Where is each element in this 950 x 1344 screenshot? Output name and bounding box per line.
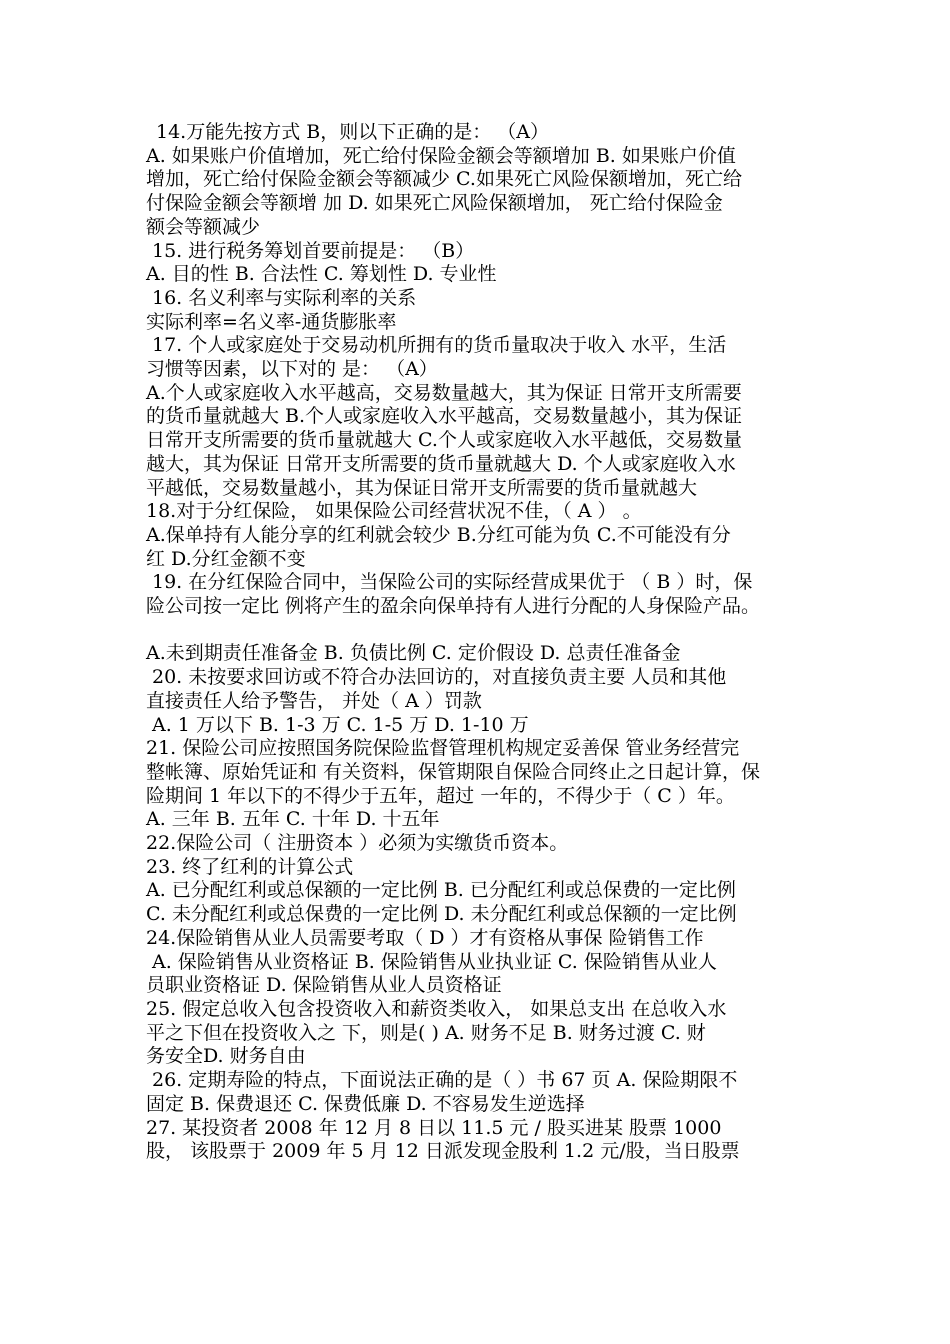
text-line: 实际利率=名义率-通货膨胀率 <box>146 310 397 333</box>
text-line-q23: 23. 终了红利的计算公式 <box>146 855 354 878</box>
text-line-q24: 24.保险销售从业人员需要考取（ D ）才有资格从事保 险销售工作 <box>146 926 704 949</box>
text-line-q16: 16. 名义利率与实际利率的关系 <box>152 286 417 309</box>
text-line: 红 D.分红金额不变 <box>146 547 306 570</box>
text-line: 平越低，交易数量越小，其为保证日常开支所需要的货币量就越大 <box>146 476 698 499</box>
text-line: A. 目的性 B. 合法性 C. 筹划性 D. 专业性 <box>146 263 497 286</box>
text-line-q15: 15. 进行税务筹划首要前提是： （B） <box>152 239 475 262</box>
text-line-q17: 17. 个人或家庭处于交易动机所拥有的货币量取决于收入 水平，生活 <box>152 334 727 357</box>
text-line: 直接责任人给予警告， 并处（ A ）罚款 <box>146 689 482 712</box>
text-line-q26: 26. 定期寿险的特点，下面说法正确的是（ ）书 67 页 A. 保险期限不 <box>152 1069 738 1092</box>
text-line-q27: 27. 某投资者 2008 年 12 月 8 日以 11.5 元 / 股买进某 股票 1000 <box>146 1116 722 1139</box>
text-line: A. 如果账户价值增加，死亡给付保险金额会等额增加 B. 如果账户价值 <box>146 144 736 167</box>
text-line: 务安全D. 财务自由 <box>146 1045 306 1068</box>
text-line: C. 未分配红利或总保费的一定比例 D. 未分配红利或总保额的一定比例 <box>146 903 737 926</box>
text-line: A. 保险销售从业资格证 B. 保险销售从业执业证 C. 保险销售从业人 <box>152 950 717 973</box>
text-line: 固定 B. 保费退还 C. 保费低廉 D. 不容易发生逆选择 <box>146 1092 585 1115</box>
text-line: 险期间 1 年以下的不得少于五年，超过 一年的，不得少于（ C ）年。 <box>146 784 735 807</box>
text-line: A.个人或家庭收入水平越高，交易数量越大，其为保证 日常开支所需要 <box>146 381 742 404</box>
text-line: 的货币量就越大 B.个人或家庭收入水平越高，交易数量越小，其为保证 <box>146 405 743 428</box>
text-line-q25: 25. 假定总收入包含投资收入和薪资类收入， 如果总支出 在总收入水 <box>146 998 727 1020</box>
blank-line <box>146 619 852 643</box>
text-line: A. 已分配红利或总保额的一定比例 B. 已分配红利或总保费的一定比例 <box>146 879 736 902</box>
text-line: 付保险金额会等额增 加 D. 如果死亡风险保额增加， 死亡给付保险金 <box>146 192 723 215</box>
text-line: 整帐簿、原始凭证和 有关资料，保管期限自保险合同终止之日起计算，保 <box>146 760 761 783</box>
text-line-q20: 20. 未按要求回访或不符合办法回访的，对直接负责主要 人员和其他 <box>152 666 727 689</box>
text-line: A.保单持有人能分享的红利就会较少 B.分红可能为负 C.不可能没有分 <box>146 523 731 546</box>
text-line-q14: 14.万能先按方式 B，则以下正确的是： （A） <box>156 121 549 143</box>
text-line: 增加，死亡给付保险金额会等额减少 C.如果死亡风险保额增加，死亡给 <box>146 168 742 191</box>
text-line: 平之下但在投资收入之 下，则是( ) A. 财务不足 B. 财务过渡 C. 财 <box>146 1021 706 1044</box>
text-line: 股， 该股票于 2009 年 5 月 12 日派发现金股利 1.2 元/股，当日股票 <box>146 1140 740 1163</box>
text-line-q18: 18.对于分红保险， 如果保险公司经营状况不佳，（ A ） 。 <box>146 500 642 523</box>
text-line: A. 三年 B. 五年 C. 十年 D. 十五年 <box>146 808 440 831</box>
text-line: 习惯等因素，以下对的 是： （A） <box>146 358 438 381</box>
text-line: 险公司按一定比 例将产生的盈余向保单持有人进行分配的人身保险产品。 <box>146 595 761 618</box>
text-line: 额会等额减少 <box>146 215 261 238</box>
text-line: 越大，其为保证 日常开支所需要的货币量就越大 D. 个人或家庭收入水 <box>146 452 736 475</box>
text-line-q21: 21. 保险公司应按照国务院保险监督管理机构规定妥善保 管业务经营完 <box>146 737 740 760</box>
text-line-q22: 22.保险公司（ 注册资本 ）必须为实缴货币资本。 <box>146 832 569 855</box>
text-line: 员职业资格证 D. 保险销售从业人员资格证 <box>146 974 502 997</box>
text-line-q19: 19. 在分红保险合同中，当保险公司的实际经营成果优于 （ B ）时，保 <box>152 571 753 594</box>
text-line: A.未到期责任准备金 B. 负债比例 C. 定价假设 D. 总责任准备金 <box>146 642 681 665</box>
text-line: A. 1 万以下 B. 1-3 万 C. 1-5 万 D. 1-10 万 <box>152 713 529 736</box>
text-line: 日常开支所需要的货币量就越大 C.个人或家庭收入水平越低，交易数量 <box>146 429 742 452</box>
